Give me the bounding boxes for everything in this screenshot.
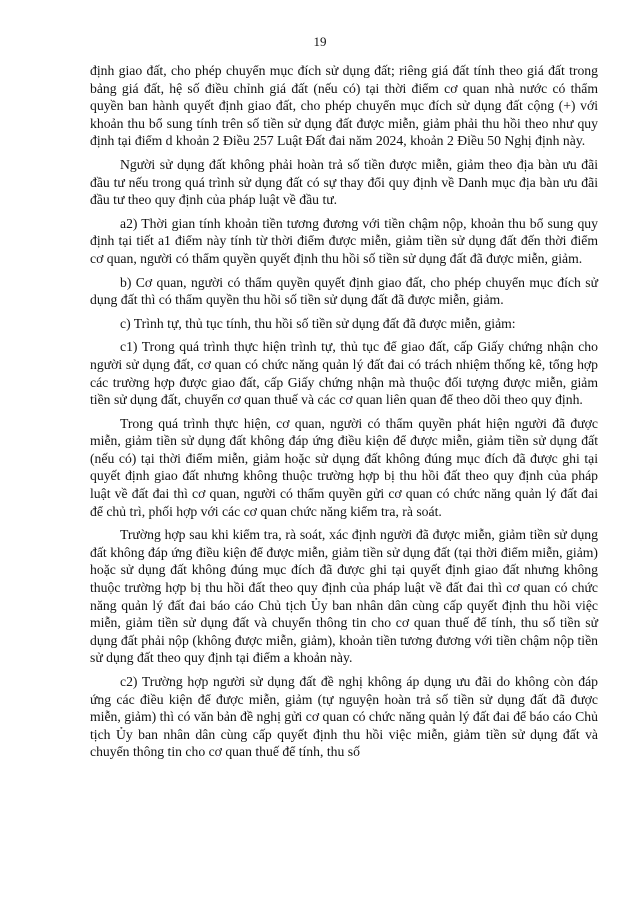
paragraph: định giao đất, cho phép chuyển mục đích sử dụng đất; riêng giá đất tính theo giá đất trong bảng giá đất, hệ số điều chỉnh giá đất (nếu có) tại thời điểm cơ quan nhà nước có thẩm quyền ban hành quyết định giao đất, cho phép chuyển mục đích sử dụng đất cộng (+) với khoản thu bổ sung tính trên số tiền sử dụng đất được miễn, giảm phải thu hồi theo như quy định tại điểm d khoản 2 Điều 257 Luật Đất đai năm 2024, khoản 2 Điều 50 Nghị định này. — [90, 63, 598, 149]
paragraph: Trong quá trình thực hiện, cơ quan, người có thẩm quyền phát hiện người đã được miễn, giảm tiền sử dụng đất không đáp ứng điều kiện để được miễn, giảm tiền sử dụng đất (nếu có) tại thời điểm miễn, giảm hoặc sử dụng đất không đúng mục đích đã được ghi tại quyết định giao đất nhưng không thuộc trường hợp bị thu hồi đất theo quy định của pháp luật về đất đai thì cơ quan, người có thẩm quyền gửi cơ quan có chức năng quản lý đất đai để chủ trì, phối hợp với các cơ quan chức năng kiểm tra, rà soát. — [90, 415, 598, 519]
page-number: 19 — [313, 34, 327, 49]
paragraph: a2) Thời gian tính khoản tiền tương đương với tiền chậm nộp, khoản thu bổ sung quy định tại tiết a1 điểm này tính từ thời điểm được miễn, giảm tiền sử dụng đất đến thời điểm cơ quan, người có thẩm quyền quyết định thu hồi số tiền sử dụng đất đã được miễn, giảm. — [90, 215, 598, 266]
paragraph: c) Trình tự, thủ tục tính, thu hồi số tiền sử dụng đất đã được miễn, giảm: — [120, 315, 516, 331]
paragraph: b) Cơ quan, người có thẩm quyền quyết định giao đất, cho phép chuyển mục đích sử dụng đất thì có thẩm quyền thu hồi số tiền sử dụng đất đã được miễn, giảm. — [90, 274, 598, 308]
body-text — [90, 62, 598, 767]
paragraph: c1) Trong quá trình thực hiện trình tự, thủ tục để giao đất, cấp Giấy chứng nhận cho người sử dụng đất, cơ quan có chức năng quản lý đất đai có trách nhiệm thống kê, tổng hợp các trường hợp được giao đất, cấp Giấy chứng nhận mà thuộc đối tượng được miễn, giảm tiền sử dụng đất, chuyển cơ quan thuế và các cơ quan liên quan để theo dõi theo quy định. — [90, 339, 598, 408]
paragraph: Trường hợp sau khi kiểm tra, rà soát, xác định người đã được miễn, giảm tiền sử dụng đất không đáp ứng điều kiện để được miễn, giảm tiền sử dụng đất (tại thời điểm miễn, giảm) hoặc sử dụng đất không đúng mục đích đã được ghi tại quyết định giao đất nhưng không thuộc trường hợp bị thu hồi đất theo quy định của pháp luật về đất đai thì cơ quan có chức năng quản lý đất đai báo cáo Chủ tịch Ủy ban nhân dân cùng cấp quyết định thu hồi việc miễn, giảm tiền sử dụng đất và chuyển thông tin cho cơ quan thuế để tính, thu số tiền sử dụng đất phải nộp (không được miễn, giảm), khoản tiền tương đương với tiền chậm nộp tiền sử dụng đất theo quy định tại điểm a khoản này. — [90, 527, 598, 666]
paragraph: Người sử dụng đất không phải hoàn trả số tiền được miễn, giảm theo địa bàn ưu đãi đầu tư nếu trong quá trình sử dụng đất có sự thay đổi quy định về Danh mục địa bàn ưu đãi đầu tư theo quy định của pháp luật về đầu tư. — [90, 156, 598, 208]
paragraph: c2) Trường hợp người sử dụng đất đề nghị không áp dụng ưu đãi do không còn đáp ứng các điều kiện để được miễn, giảm (tự nguyện hoàn trả số tiền sử dụng đất đã được miễn, giảm) thì có văn bản đề nghị gửi cơ quan có chức năng quản lý đất đai để báo cáo Chủ tịch Ủy ban nhân dân cùng cấp quyết định thu hồi việc miễn, giảm tiền sử dụng đất và chuyển thông tin cho cơ quan thuế để tính, thu số — [90, 674, 598, 760]
